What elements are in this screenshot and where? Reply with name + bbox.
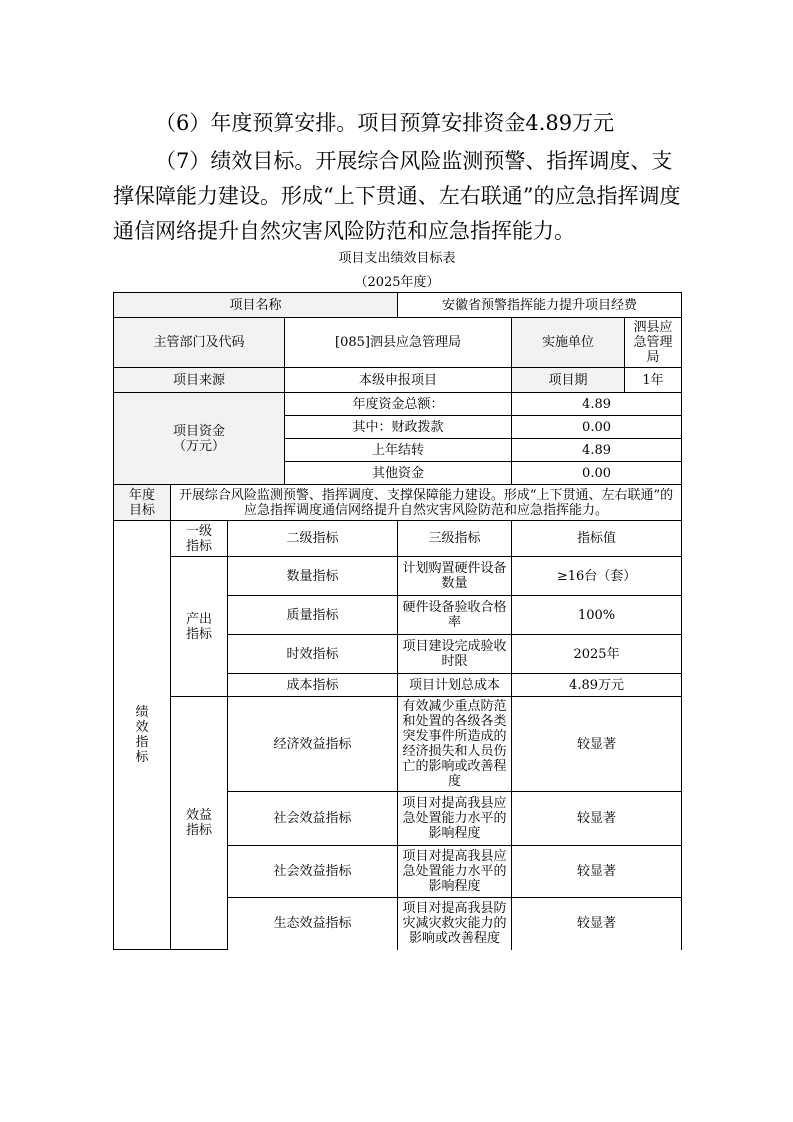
table-row	[114, 557, 682, 596]
value-cell: 4.89万元	[512, 674, 682, 697]
table-row	[114, 521, 682, 557]
project-name-value: 安徽省预警指挥能力提升项目经费	[398, 293, 682, 318]
value-cell: 较显著	[512, 898, 682, 950]
level3-cell: 项目对提高我县应急处置能力水平的影响程度	[398, 846, 512, 898]
funds-row-value: 0.00	[512, 462, 682, 485]
header-level3: 三级指标	[398, 521, 512, 557]
table-row	[114, 318, 682, 368]
project-name-label: 项目名称	[114, 293, 398, 318]
funds-row-label: 年度资金总额：	[285, 393, 512, 416]
level2-cell: 经济效益指标	[228, 697, 398, 792]
level2-cell: 社会效益指标	[228, 846, 398, 898]
value-cell: 较显著	[512, 846, 682, 898]
level3-cell: 项目建设完成验收时限	[398, 635, 512, 674]
level3-cell: 计划购置硬件设备数量	[398, 557, 512, 596]
performance-target-table	[113, 292, 682, 950]
table-row	[114, 368, 682, 393]
level3-cell: 项目对提高我县应急处置能力水平的影响程度	[398, 792, 512, 846]
table-row	[114, 393, 682, 416]
level3-cell: 有效减少重点防范和处置的各级各类突发事件所造成的经济损失和人员伤亡的影响或改善程度	[398, 697, 512, 792]
value-cell: 100%	[512, 596, 682, 635]
table-row	[114, 697, 682, 792]
period-value: 1年	[625, 368, 682, 393]
period-label: 项目期	[512, 368, 625, 393]
dept-value: [085]泗县应急管理局	[285, 318, 512, 368]
value-cell: 较显著	[512, 697, 682, 792]
source-value: 本级申报项目	[285, 368, 512, 393]
level3-cell: 硬件设备验收合格率	[398, 596, 512, 635]
value-cell: 较显著	[512, 792, 682, 846]
level2-cell: 质量指标	[228, 596, 398, 635]
unit-label: 实施单位	[512, 318, 625, 368]
table-row	[114, 485, 682, 521]
level3-cell: 项目对提高我县防灾减灾救灾能力的影响或改善程度	[398, 898, 512, 950]
table-year: （2025年度）	[354, 275, 440, 290]
funds-row-value: 0.00	[512, 416, 682, 439]
level2-cell: 生态效益指标	[228, 898, 398, 950]
level2-cell: 数量指标	[228, 557, 398, 596]
value-cell: 2025年	[512, 635, 682, 674]
level3-cell: 项目计划总成本	[398, 674, 512, 697]
level2-cell: 时效指标	[228, 635, 398, 674]
source-label: 项目来源	[114, 368, 285, 393]
unit-value: 泗县应急管理局	[625, 318, 682, 368]
funds-row-label: 其中：财政拨款	[285, 416, 512, 439]
goal-text: 开展综合风险监测预警、指挥调度、支撑保障能力建设。形成“上下贯通、左右联通”的应急指挥调度通信网络提升自然灾害风险防范和应急指挥能力。	[171, 485, 682, 521]
value-cell: ≥16台（套）	[512, 557, 682, 596]
funds-label: 项目资金（万元）	[114, 393, 285, 485]
header-level1: 一级指标	[171, 521, 228, 557]
dept-label: 主管部门及代码	[114, 318, 285, 368]
funds-row-value: 4.89	[512, 439, 682, 462]
header-level2: 二级指标	[228, 521, 398, 557]
perf-label: 绩效指标	[114, 521, 171, 950]
benefit-label: 效益指标	[171, 697, 228, 950]
header-value: 指标值	[512, 521, 682, 557]
goal-paragraph: （7）绩效目标。开展综合风险监测预警、指挥调度、支撑保障能力建设。形成“上下贯通、左右联通”的应急指挥调度通信网络提升自然灾害风险防范和应急指挥能力。	[113, 149, 681, 243]
table-title: 项目支出绩效目标表	[338, 251, 456, 266]
output-label: 产出指标	[171, 557, 228, 697]
funds-row-value: 4.89	[512, 393, 682, 416]
table-row	[114, 293, 682, 318]
funds-row-label: 其他资金	[285, 462, 512, 485]
budget-paragraph: （6）年度预算安排。项目预算安排资金4.89万元	[155, 111, 615, 135]
goal-label: 年度目标	[114, 485, 171, 521]
funds-row-label: 上年结转	[285, 439, 512, 462]
level2-cell: 成本指标	[228, 674, 398, 697]
level2-cell: 社会效益指标	[228, 792, 398, 846]
